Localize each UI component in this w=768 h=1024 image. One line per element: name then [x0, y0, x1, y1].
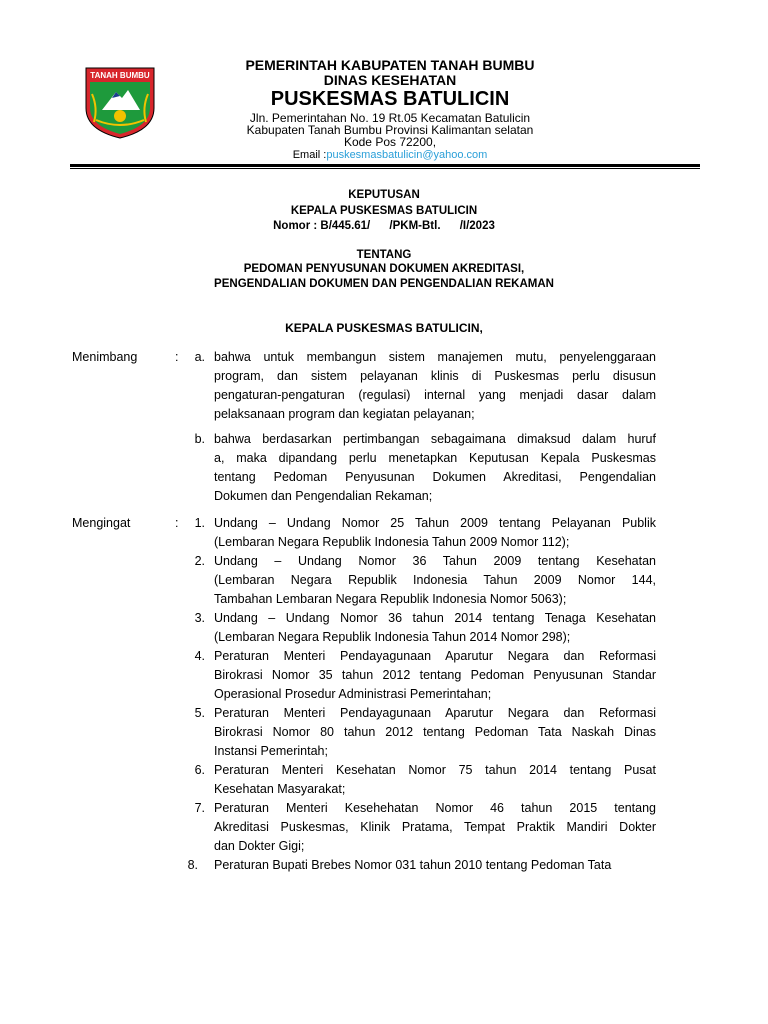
menimbang-item-line: pengaturan-pengaturan (regulasi) internal yang menjadi dasar dalam	[214, 388, 656, 402]
agency-name: DINAS KESEHATAN	[323, 72, 457, 88]
menimbang-item-text	[214, 430, 656, 506]
menimbang-item-line: tentang Pedoman Penyusunan Dokumen Akreditasi, Pengendalian	[214, 470, 656, 484]
mengingat-item-line: Instansi Pemerintah;	[214, 744, 328, 758]
mengingat-item-line: Peraturan Bupati Brebes Nomor 031 tahun 2010 tentang Pedoman Tata	[214, 858, 612, 872]
menimbang-item-line: program, dan sistem pelayanan klinis di Puskesmas perlu disusun	[214, 369, 656, 383]
letterhead-divider-thick	[70, 164, 700, 167]
decree-issuer-heading: KEPALA PUSKESMAS BATULICIN	[290, 205, 478, 217]
address-line-1: Jln. Pemerintahan No. 19 Rt.05 Kecamatan Batulicin	[249, 111, 531, 125]
mengingat-item-line: Undang – Undang Nomor 36 Tahun 2009 tentang Kesehatan	[214, 554, 656, 568]
menimbang-colon: :	[175, 350, 179, 364]
mengingat-item-marker: 6.	[194, 763, 205, 777]
mengingat-item-text	[214, 609, 656, 647]
about-heading: TENTANG	[356, 249, 412, 261]
mengingat-item-line: Tambahan Lembaran Negara Republik Indonesia Nomor 5063);	[214, 592, 567, 606]
mengingat-item-marker: 7.	[194, 801, 205, 815]
menimbang-item-line: bahwa berdasarkan pertimbangan sebagaimana dimaksud dalam huruf	[214, 432, 656, 446]
letterhead-divider-thin	[70, 168, 700, 169]
mengingat-item-text	[214, 647, 656, 704]
mengingat-item-line: Kesehatan Masyarakat;	[214, 782, 346, 796]
mengingat-item-line: Peraturan Menteri Kesehehatan Nomor 46 tahun 2015 tentang	[214, 801, 656, 815]
mengingat-item-line: dan Dokter Gigi;	[214, 839, 305, 853]
menimbang-item-line: Dokumen dan Pengendalian Rekaman;	[214, 489, 433, 503]
tanah-bumbu-emblem-icon	[82, 64, 158, 140]
government-name: PEMERINTAH KABUPATEN TANAH BUMBU	[245, 57, 535, 73]
mengingat-colon: :	[175, 516, 179, 530]
mengingat-item-line: Operasional Prosedur Administrasi Pemerintahan;	[214, 687, 492, 701]
menimbang-item-line: bahwa untuk membangun sistem manajemen mutu, penyelenggaraan	[214, 350, 656, 364]
mengingat-item-text	[214, 799, 656, 856]
subject-line-1: PEDOMAN PENYUSUNAN DOKUMEN AKREDITASI,	[243, 263, 525, 275]
mengingat-item-line: Akreditasi Puskesmas, Klinik Pratama, Tempat Praktik Mandiri Dokter	[214, 820, 656, 834]
menimbang-label: Menimbang	[72, 350, 138, 364]
mengingat-item-marker: 8.	[187, 858, 198, 872]
menimbang-item-text	[214, 348, 656, 424]
menimbang-item-line: a, maka dipandang perlu menetapkan Keputusan Kepala Puskesmas	[214, 451, 656, 465]
mengingat-item-line: Peraturan Menteri Kesehatan Nomor 75 tahun 2014 tentang Pusat	[214, 763, 656, 777]
mengingat-item-marker: 1.	[194, 516, 205, 530]
address-line-3: Kode Pos 72200,	[343, 135, 437, 149]
menimbang-item-marker: a.	[194, 350, 205, 364]
mengingat-item-marker: 2.	[194, 554, 205, 568]
mengingat-item-line: Peraturan Menteri Pendayagunaan Aparutur Negara dan Reformasi	[214, 649, 656, 663]
email-line	[160, 149, 620, 161]
email-link[interactable]: puskesmasbatulicin@yahoo.com	[326, 149, 488, 161]
mengingat-item-line: Undang – Undang Nomor 25 Tahun 2009 tentang Pelayanan Publik	[214, 516, 656, 530]
menimbang-item-line: pelaksanaan program dan kegiatan pelayanan;	[214, 407, 475, 421]
mengingat-item-line: Birokrasi Nomor 80 tahun 2012 tentang Pedoman Tata Naskah Dinas	[214, 725, 656, 739]
puskesmas-name: PUSKESMAS BATULICIN	[270, 88, 510, 110]
mengingat-item-marker: 3.	[194, 611, 205, 625]
mengingat-item-line: Undang – Undang Nomor 36 tahun 2014 tentang Tenaga Kesehatan	[214, 611, 656, 625]
mengingat-item-marker: 5.	[194, 706, 205, 720]
address-line-2: Kabupaten Tanah Bumbu Provinsi Kalimantan selatan	[246, 123, 534, 137]
mengingat-item-text	[214, 761, 656, 799]
mengingat-item-marker: 4.	[194, 649, 205, 663]
decree-number: Nomor : B/445.61/ /PKM-Btl. /I/2023	[273, 220, 495, 232]
mengingat-item-text	[214, 856, 656, 875]
mengingat-item-line: (Lembaran Negara Republik Indonesia Tahun 2014 Nomor 298);	[214, 630, 571, 644]
logo-text: TANAH BUMBU	[90, 71, 150, 80]
mengingat-item-line: (Lembaran Negara Republik Indonesia Tahun 2009 Nomor 144,	[214, 573, 656, 587]
email-label: Email :	[292, 149, 327, 161]
mengingat-item-text	[214, 552, 656, 609]
decree-heading: KEPUTUSAN	[348, 189, 420, 201]
mengingat-item-text	[214, 704, 656, 761]
issuer-line: KEPALA PUSKESMAS BATULICIN,	[285, 321, 483, 335]
mengingat-item-line: Birokrasi Nomor 35 tahun 2012 tentang Pedoman Penyusunan Standar	[214, 668, 656, 682]
mengingat-item-line: (Lembaran Negara Republik Indonesia Tahun 2009 Nomor 112);	[214, 535, 570, 549]
mengingat-item-text	[214, 514, 656, 552]
menimbang-item-marker: b.	[194, 432, 205, 446]
subject-line-2: PENGENDALIAN DOKUMEN DAN PENGENDALIAN REKAMAN	[214, 278, 554, 290]
mengingat-item-line: Peraturan Menteri Pendayagunaan Aparutur Negara dan Reformasi	[214, 706, 656, 720]
mengingat-label: Mengingat	[72, 516, 131, 530]
